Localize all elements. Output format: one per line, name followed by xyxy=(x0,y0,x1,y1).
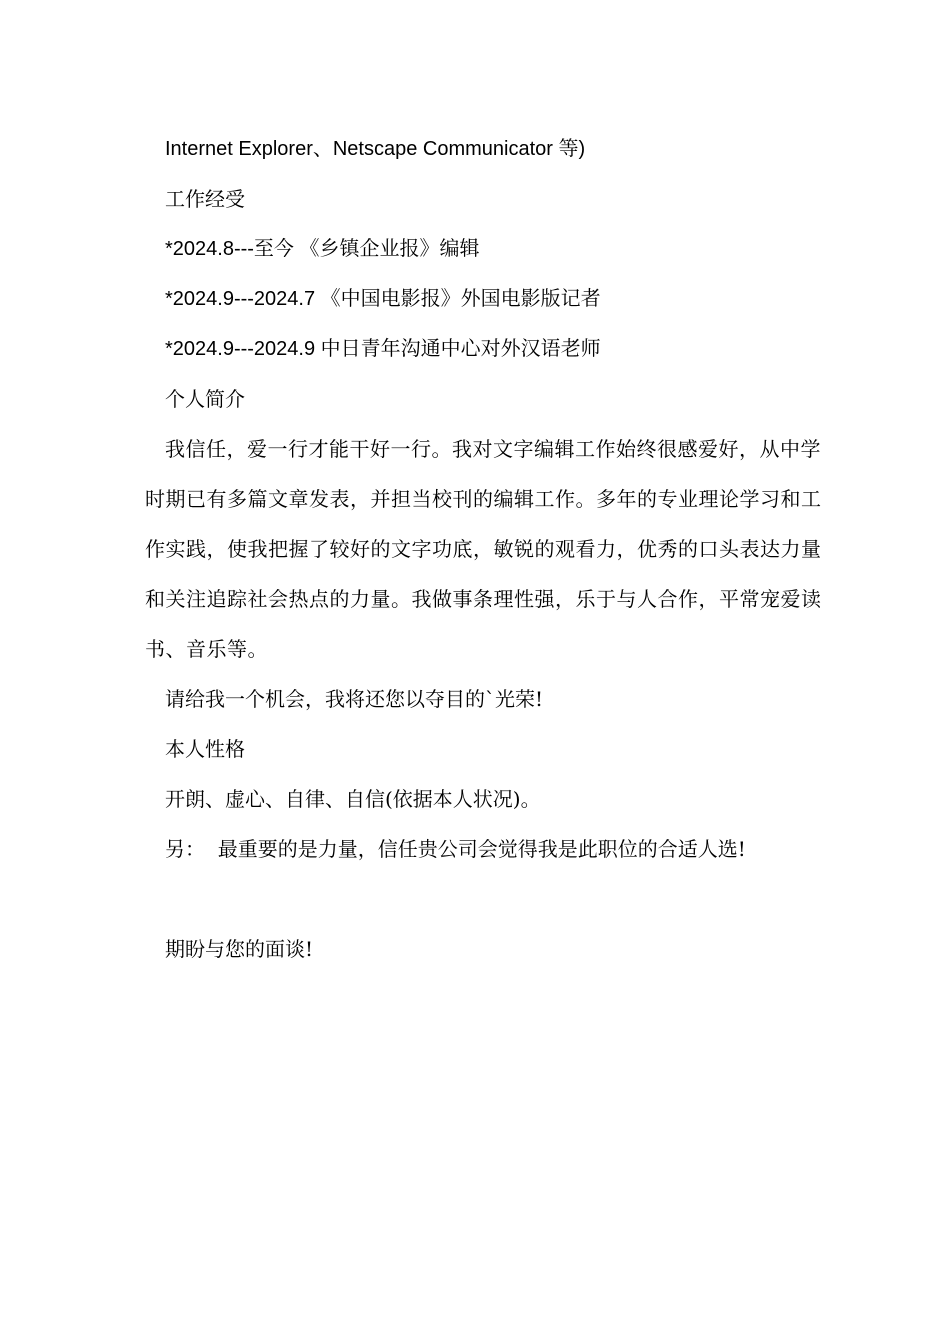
document-body xyxy=(145,124,835,974)
browser-skills-line: Internet Explorer、Netscape Communicator 等) xyxy=(165,138,586,160)
request-line: 请给我一个机会，我将还您以夺目的`光荣! xyxy=(165,687,544,711)
closing-line: 期盼与您的面谈! xyxy=(165,937,314,961)
profile-paragraph: 我信任，爱一行才能干好一行。我对文字编辑工作始终很感爱好，从中学时期已有多篇文章发表，并担当校刊的编辑工作。多年的专业理论学习和工作实践，使我把握了较好的文字功底，敏锐的观看力，优秀的口头表达力量和关注追踪社会热点的力量。我做事条理性强，乐于与人合作，平常宠爱读书、音乐等。 xyxy=(145,437,822,661)
personality-line: 开朗、虚心、自律、自信(依据本人状况)。 xyxy=(165,787,541,811)
work-item: *2024.8---至今 《乡镇企业报》编辑 xyxy=(165,238,480,260)
work-experience-heading: 工作经受 xyxy=(165,187,245,211)
work-item: *2024.9---2024.7 《中国电影报》外国电影版记者 xyxy=(165,288,601,310)
personality-heading: 本人性格 xyxy=(165,737,245,761)
work-item: *2024.9---2024.9 中日青年沟通中心对外汉语老师 xyxy=(165,338,601,360)
blank-line xyxy=(145,874,835,924)
note-line: 另： 最重要的是力量，信任贵公司会觉得我是此职位的合适人选! xyxy=(165,837,746,861)
profile-heading: 个人简介 xyxy=(165,387,245,411)
